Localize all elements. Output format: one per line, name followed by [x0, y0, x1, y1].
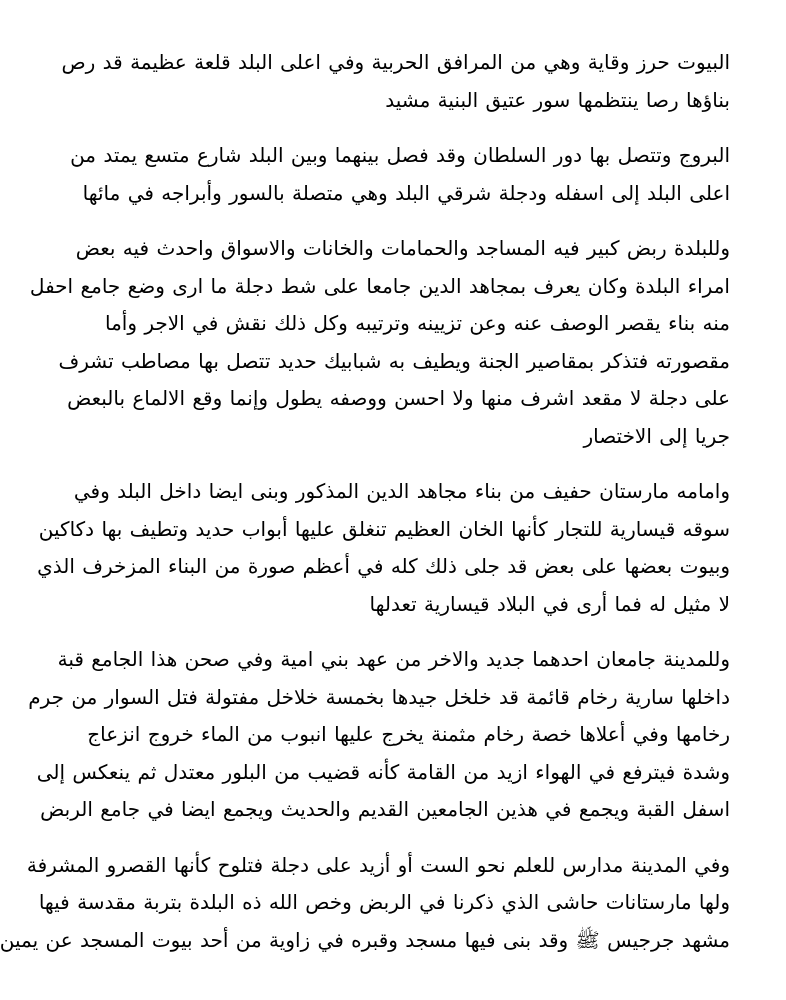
text-line: وشدة فيترفع في الهواء ازيد من القامة كأنه قضيب من البلور معتدل ثم ينعكس إلى	[36, 759, 730, 784]
text-line: ولها مارستانات حاشى الذي ذكرنا في الربض وخص الله ذه البلدة بتربة مقدسة فيها	[38, 890, 730, 914]
text-line: جريا إلى الاختصار	[583, 423, 730, 448]
paragraph-6	[0, 847, 730, 960]
paragraph-4	[37, 473, 730, 623]
paragraph-1	[61, 44, 730, 119]
text-line: وللمدينة جامعان احدهما جديد والاخر من عهد بني امية وفي صحن هذا الجامع قبة	[57, 647, 730, 671]
text-line: امراء البلدة وكان يعرف بمجاهد الدين جامعا على شط دجلة ما ارى وضع جامع احفل	[29, 273, 730, 298]
text-line: وامامه مارستان حفيف من بناء مجاهد الدين المذكور وبنى ايضا داخل البلد وفي	[73, 479, 730, 503]
text-line: داخلها سارية رخام قائمة قد خلخل جيدها بخمسة خلاخل مفتولة فتل السوار من جرم	[28, 684, 730, 709]
text-line: وبيوت بعضها على بعض قد جلى ذلك كله في أعظم صورة من البناء المزخرف الذي	[37, 554, 730, 578]
text-line: اسفل القبة ويجمع في هذين الجامعين القديم والحديث ويجمع ايضا في جامع الربض	[40, 797, 730, 821]
paragraph-5	[28, 641, 730, 829]
paragraph-2	[70, 137, 730, 212]
text-line: بناؤها رصا ينتظمها سور عتيق البنية مشيد	[385, 87, 730, 112]
text-line: البروج وتتصل بها دور السلطان وقد فصل بينهما وبين البلد شارع متسع يمتد من	[70, 143, 730, 167]
text-line: وفي المدينة مدارس للعلم نحو الست أو أزيد على دجلة فتلوح كأنها القصرو المشرفة	[26, 852, 730, 877]
paragraph-3	[29, 230, 730, 455]
text-line: رخامها وفي أعلاها خصة رخام مثمنة يخرج عليها انبوب من الماء خروج انزعاج	[87, 722, 730, 746]
text-line: سوقه قيسارية للتجار كأنها الخان العظيم تنغلق عليها أبواب حديد وتطيف بها دكاكين	[38, 516, 730, 541]
text-line: منه بناء يقصر الوصف عنه وعن تزيينه وترتيبه وكل ذلك نقش في الاجر وأما	[104, 311, 730, 335]
text-line: البيوت حرز وقاية وهي من المرافق الحربية وفي اعلى البلد قلعة عظيمة قد رص	[61, 50, 730, 74]
text-line: مقصورته فتذكر بمقاصير الجنة ويطيف به شبابيك حديد تتصل بها مصاطب تشرف	[58, 348, 730, 373]
text-line: اعلى البلد إلى اسفله ودجلة شرقي البلد وهي متصلة بالسور وأبراجه في مائها	[82, 180, 730, 205]
text-line: وللبلدة ربض كبير فيه المساجد والحمامات والخانات والاسواق واحدث فيه بعض	[75, 236, 730, 260]
text-line: لا مثيل له فما أرى في البلاد قيسارية تعدلها	[369, 591, 730, 616]
text-line: على دجلة لا مقعد اشرف منها ولا احسن ووصفه يطول وإنما وقع الالماع بالبعض	[67, 386, 730, 410]
text-line: مشهد جرجيس ﷺ وقد بنى فيها مسجد وقبره في زاوية من أحد بيوت المسجد عن يمين	[0, 927, 730, 952]
